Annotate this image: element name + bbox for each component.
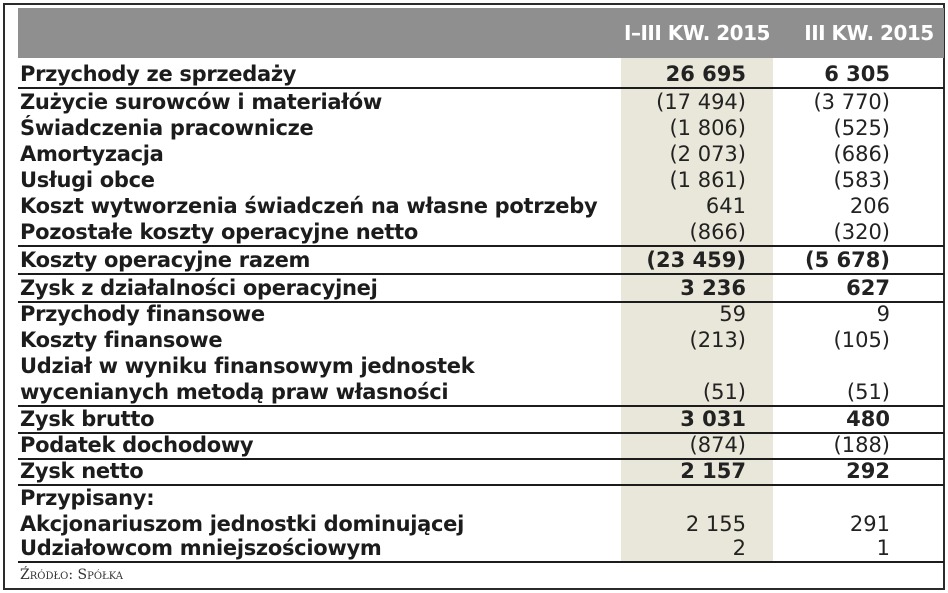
table-row [18,432,944,460]
row-label: Akcjonariuszom jednostki dominującej [20,512,465,536]
row-value-q3: (3 770) [813,90,890,114]
row-value-ytd: 3 031 [680,407,746,431]
row-value-q3: (105) [833,328,890,352]
row-value-ytd: (17 494) [656,90,746,114]
table-row [18,458,944,486]
table-row [18,219,944,247]
row-label: Przychody ze sprzedaży [20,62,297,86]
row-value-ytd: (866) [689,220,746,244]
table-row [18,406,944,434]
row-value-q3: (686) [833,142,890,166]
row-label: Koszty finansowe [20,328,223,352]
row-value-q3: (320) [833,220,890,244]
table-row [18,89,944,115]
table-header [18,8,944,58]
row-label: Zużycie surowców i materiałów [20,90,382,114]
row-value-q3: (188) [833,433,890,457]
row-value-ytd: 26 695 [665,62,746,86]
row-value-ytd: 2 155 [685,512,746,536]
header-col-q3: III KW. 2015 [804,21,934,45]
row-label: Świadczenia pracownicze [20,116,314,140]
table-row [18,511,944,537]
row-value-q3: 480 [846,407,890,431]
table-row [18,275,944,303]
row-value-ytd: (1 861) [669,168,746,192]
row-value-q3: (51) [846,380,890,404]
row-value-ytd: 641 [705,194,746,218]
row-value-ytd: (1 806) [669,116,746,140]
table-row [18,193,944,219]
row-label: Udziałowcom mniejszościowym [20,536,382,560]
row-value-q3: 6 305 [824,62,890,86]
row-label: Pozostałe koszty operacyjne netto [20,220,418,244]
source-note: Źródło: Spółka [20,567,124,583]
row-label: Zysk netto [20,459,144,483]
table-row [18,247,944,275]
row-value-q3: 627 [846,276,890,300]
table-row [18,167,944,193]
row-label: Koszty operacyjne razem [20,248,311,272]
row-value-ytd: (2 073) [669,142,746,166]
row-value-q3: 206 [849,194,890,218]
table-row [18,327,944,353]
table-row [18,301,944,327]
footer-divider [18,561,944,563]
row-value-ytd: (213) [689,328,746,352]
row-value-q3: (525) [833,116,890,140]
row-label: Zysk brutto [20,407,155,431]
row-value-ytd: (23 459) [646,248,746,272]
row-value-q3: 291 [849,512,890,536]
row-value-q3: 292 [846,459,890,483]
table-row [18,141,944,167]
row-value-q3: 9 [876,302,890,326]
row-label: Zysk z działalności operacyjnej [20,276,378,300]
header-col-ytd: I–III KW. 2015 [624,21,770,45]
table-row [18,353,944,407]
row-value-ytd: 59 [719,302,746,326]
table-row [18,535,944,561]
row-value-ytd: 2 [732,536,746,560]
row-label: Podatek dochodowy [20,433,254,457]
row-value-q3: (5 678) [805,248,890,272]
table-row [18,485,944,511]
table-row [18,61,944,89]
row-label: Usługi obce [20,168,155,192]
row-label: Przychody finansowe [20,302,265,326]
row-value-q3: 1 [876,536,890,560]
row-value-ytd: 3 236 [680,276,746,300]
row-value-ytd: (51) [702,380,746,404]
row-value-ytd: (874) [689,433,746,457]
row-value-q3: (583) [833,168,890,192]
row-label: Koszt wytworzenia świadczeń na własne potrzeby [20,194,598,218]
row-value-ytd: 2 157 [680,459,746,483]
row-label: Udział w wyniku finansowym jednostek wycenianych metodą praw własności [20,354,475,404]
table-row [18,115,944,141]
row-label: Amortyzacja [20,142,164,166]
row-label: Przypisany: [20,486,155,510]
